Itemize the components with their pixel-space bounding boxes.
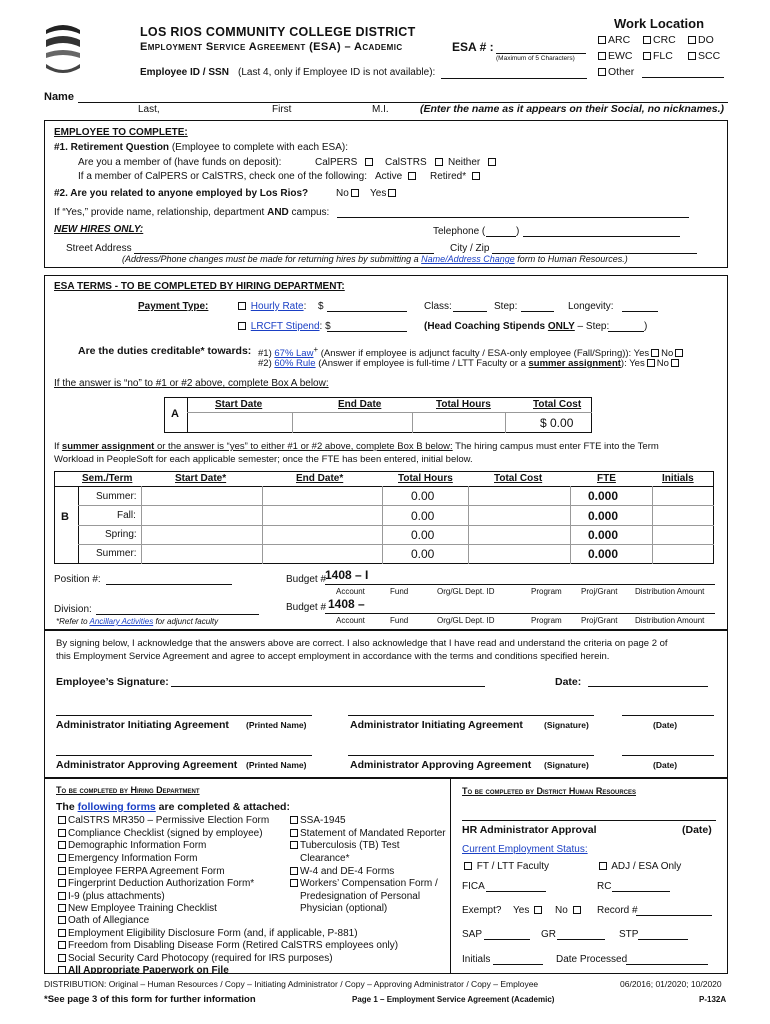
telephone-field[interactable]	[523, 236, 680, 237]
admin-init-name-field[interactable]	[56, 715, 312, 716]
admin-init-sig-label: Administrator Initiating Agreement	[350, 719, 523, 731]
checkbox-icon[interactable]	[435, 158, 443, 166]
form-label: Freedom from Disabling Disease Form (Retired CalSTRS employees only)	[68, 940, 399, 951]
law-number: #1)	[258, 348, 272, 360]
class-label: Class:	[424, 301, 452, 312]
box-b-hours-summer[interactable]: 0.00	[411, 489, 435, 503]
hourly-dollar: $	[318, 301, 324, 312]
box-b-fte-summer[interactable]: 0.000	[588, 489, 619, 503]
date-label: (Date)	[653, 760, 678, 770]
67-percent-law-link[interactable]: 67% Law	[274, 348, 314, 360]
form-all-paperwork[interactable]	[56, 965, 229, 974]
checkbox-icon[interactable]	[598, 52, 606, 60]
and-label: AND	[267, 207, 289, 218]
form-label: Oath of Allegiance	[68, 915, 150, 926]
hiring-title: To be completed by Hiring Department	[56, 785, 200, 795]
ft-label: FT / LTT Faculty	[476, 861, 550, 872]
form-fingerprint[interactable]	[56, 878, 254, 890]
location-do[interactable]	[686, 34, 714, 47]
sub-program: Program	[531, 616, 562, 625]
form-label: Social Security Card Photocopy (required for IRS purposes)	[68, 953, 333, 964]
checkbox-icon[interactable]	[290, 816, 298, 824]
form-demographic[interactable]	[56, 840, 206, 852]
employee-id-label: Employee ID / SSN	[140, 67, 229, 78]
distribution-text: DISTRIBUTION: Original – Human Resources / Copy – Initiating Administrator / Copy – Approving Administrator / Copy – Employee	[44, 979, 539, 989]
budget-code-1[interactable]: 1408 – I	[325, 568, 369, 582]
location-label: DO	[698, 34, 714, 46]
form-label: Employment Eligibility Disclosure Form (and, if applicable, P-881)	[68, 928, 358, 939]
step-label: Step:	[494, 301, 518, 312]
active-option[interactable]	[375, 171, 418, 183]
box-b-note-c: The hiring campus must enter FTE into the Term	[455, 441, 659, 452]
form-label: Compliance Checklist (signed by employee)	[68, 828, 263, 839]
no-label: No	[656, 358, 669, 369]
address-note-end: form to Human Resources.)	[514, 254, 628, 264]
box-a-note: If the answer is “no” to #1 or #2 above, complete Box A below:	[54, 378, 329, 389]
box-b-term-summer: Summer:	[96, 491, 137, 502]
esa-number-hint: (Maximum of 5 Characters)	[496, 55, 575, 62]
lrcft-stipend-field[interactable]	[327, 331, 407, 332]
active-label: Active	[375, 171, 403, 182]
hourly-rate-link[interactable]: Hourly Rate	[250, 301, 304, 312]
location-label: EWC	[608, 50, 633, 62]
checkbox-icon[interactable]	[58, 966, 66, 974]
member-status-question: If a member of CalPERS or CalSTRS, check one of the following:	[78, 171, 368, 182]
box-b-note-d: Workload in PeopleSoft for each applicable semester; once the FTE has been entered, initial below.	[54, 454, 473, 465]
hr-approval-field[interactable]	[462, 820, 716, 821]
checkbox-icon[interactable]	[671, 359, 679, 367]
budget-code-2[interactable]: 1408 –	[328, 597, 365, 611]
sub-proj: Proj/Grant	[581, 616, 618, 625]
form-label: Tuberculosis (TB) Test	[300, 840, 400, 851]
org-name: LOS RIOS COMMUNITY COLLEGE DISTRICT	[140, 25, 416, 39]
sub-fund: Fund	[390, 587, 409, 596]
lrcft-stipend-link[interactable]: LRCFT Stipend	[250, 321, 320, 332]
budget-label-1: Budget #	[286, 574, 327, 585]
checkbox-icon[interactable]	[408, 172, 416, 180]
checkbox-icon[interactable]	[58, 941, 66, 949]
box-b-term-fall: Fall:	[117, 510, 136, 521]
adj-esa-option[interactable]	[597, 861, 681, 873]
telephone-label: Telephone (	[433, 226, 486, 237]
signature-label: (Signature)	[544, 760, 589, 770]
name-label: Name	[44, 91, 74, 103]
checkbox-icon[interactable]	[290, 841, 298, 849]
yes-label: Yes	[513, 905, 530, 916]
admin-appr-name-field[interactable]	[56, 755, 312, 756]
calstrs-label: CalSTRS	[385, 157, 427, 168]
sub-distribution: Distribution Amount	[635, 587, 705, 596]
box-b-hours-summer2[interactable]: 0.00	[411, 547, 435, 561]
name-note: (Enter the name as it appears on their Social, no nicknames.)	[420, 103, 725, 115]
gr-field[interactable]	[557, 939, 605, 940]
checkbox-icon[interactable]	[58, 904, 66, 912]
box-b-note-b: or the answer is “yes” to either #1 or #2 above, complete Box B below:	[154, 441, 453, 452]
checkbox-icon[interactable]	[598, 68, 606, 76]
form-label: W-4 and DE-4 Forms	[300, 866, 395, 877]
no-label: No	[661, 348, 674, 360]
form-label: Demographic Information Form	[68, 840, 207, 851]
dollar: : $	[319, 321, 331, 332]
no-label: No	[555, 905, 568, 916]
form-ferpa[interactable]	[56, 866, 225, 878]
hourly-rate-option[interactable]	[236, 301, 306, 313]
sub-org: Org/GL Dept. ID	[437, 587, 495, 596]
form-emergency[interactable]	[56, 853, 198, 865]
form-w4[interactable]	[288, 866, 394, 878]
division-label: Division:	[54, 604, 92, 615]
box-b-col-initials: Initials	[662, 473, 694, 484]
box-b-term-spring: Spring:	[105, 529, 137, 540]
work-location-title: Work Location	[614, 16, 705, 31]
form-predesignation: Predesignation of Personal	[300, 891, 421, 902]
class-field[interactable]	[453, 311, 487, 312]
form-label: Emergency Information Form	[68, 853, 198, 864]
esa-terms-title: ESA TERMS - TO BE COMPLETED BY HIRING DEPARTMENT:	[54, 281, 345, 292]
sub-distribution: Distribution Amount	[635, 616, 705, 625]
form-label: Employee FERPA Agreement Form	[68, 866, 225, 877]
checkbox-icon[interactable]	[472, 172, 480, 180]
employee-signature-field[interactable]	[171, 686, 485, 687]
location-flc[interactable]	[641, 50, 673, 63]
forms-label: The	[56, 801, 78, 813]
following-forms-link[interactable]: following forms	[77, 801, 156, 813]
related-yes[interactable]	[370, 188, 398, 200]
admin-init-label: Administrator Initiating Agreement	[56, 719, 229, 731]
revision-dates: 06/2016; 01/2020; 10/2020	[620, 979, 722, 989]
location-arc[interactable]	[596, 34, 630, 47]
acknowledge-line-1: By signing below, I acknowledge that the answers above are correct. I also acknowledge that I have read and understand the criteria on page 2 of	[56, 638, 668, 649]
city-zip-label: City / Zip	[450, 243, 490, 254]
box-b-col-end: End Date*	[296, 473, 344, 484]
name-address-change-link[interactable]: Name/Address Change	[421, 254, 515, 264]
box-b-summer: summer assignment	[61, 441, 155, 452]
box-b-fte-fall[interactable]: 0.000	[588, 509, 619, 523]
location-other-field[interactable]	[642, 77, 724, 78]
checkbox-icon[interactable]	[238, 322, 246, 330]
form-physician: Physician (optional)	[300, 903, 388, 914]
form-tb[interactable]	[288, 840, 399, 852]
checkbox-icon[interactable]	[534, 906, 542, 914]
retirement-question: #1. Retirement Question	[54, 142, 170, 153]
box-b-hours-fall[interactable]: 0.00	[411, 509, 435, 523]
form-training[interactable]	[56, 903, 217, 915]
box-a-label: A	[171, 408, 179, 420]
sub-account: Account	[336, 587, 365, 596]
form-label: CalSTRS MR350 – Permissive Election Form	[68, 815, 270, 826]
sap-field[interactable]	[484, 939, 530, 940]
checkbox-icon[interactable]	[351, 189, 359, 197]
printed-name-label: (Printed Name)	[246, 760, 307, 770]
signature-label: (Signature)	[544, 720, 589, 730]
employee-id-hint: (Last 4, only if Employee ID is not available):	[238, 67, 436, 78]
box-b-term-summer2: Summer:	[96, 548, 137, 559]
form-label: Fingerprint Deduction Authorization Form*	[68, 878, 255, 889]
budget-line-1[interactable]	[325, 584, 715, 585]
checkbox-icon[interactable]	[58, 816, 66, 824]
admin-appr-sig-label: Administrator Approving Agreement	[350, 759, 532, 771]
rule-text: (Answer if employee is full-time / LTT Faculty or a	[318, 358, 526, 369]
date-label: (Date)	[653, 720, 678, 730]
rc-label: RC	[597, 881, 612, 892]
summer-assignment: summer assignment	[528, 358, 621, 369]
form-label: Workers’ Compensation Form /	[300, 878, 438, 889]
employee-date-label: Date:	[555, 676, 582, 688]
acknowledge-line-2: this Employment Service Agreement and agree to accept employment in accordance with the terms and conditions specified herein.	[56, 651, 610, 662]
esa-terms-section	[44, 275, 728, 630]
employee-id-field[interactable]	[441, 78, 587, 79]
checkbox-icon[interactable]	[647, 359, 655, 367]
initials-field[interactable]	[493, 964, 543, 965]
employment-status-link[interactable]: Current Employment Status:	[462, 844, 588, 855]
see-page-note: *See page 3 of this form for further information	[44, 994, 256, 1005]
checkbox-icon[interactable]	[58, 867, 66, 875]
checkbox-icon[interactable]	[58, 829, 66, 837]
sub-account: Account	[336, 616, 365, 625]
related-details-field[interactable]	[337, 217, 689, 218]
form-eligibility[interactable]	[56, 928, 358, 940]
sub-program: Program	[531, 587, 562, 596]
coaching-label: (Head Coaching Stipends	[424, 321, 548, 332]
date-processed-field[interactable]	[626, 964, 708, 965]
checkbox-icon[interactable]	[290, 879, 298, 887]
sub-proj: Proj/Grant	[581, 587, 618, 596]
box-b-fte-summer2[interactable]: 0.000	[588, 547, 619, 561]
box-a-total-cost-value[interactable]: $ 0.00	[540, 416, 574, 430]
step-field[interactable]	[521, 311, 554, 312]
employee-date-field[interactable]	[588, 686, 708, 687]
rule-number: #2)	[258, 358, 272, 369]
neither-label: Neither	[448, 157, 481, 168]
checkbox-icon[interactable]	[365, 158, 373, 166]
location-scc[interactable]	[686, 50, 720, 63]
fica-field[interactable]	[486, 891, 546, 892]
checkbox-icon[interactable]	[675, 349, 683, 357]
checkbox-icon[interactable]	[238, 302, 246, 310]
division-field[interactable]	[96, 614, 259, 615]
printed-name-label: (Printed Name)	[246, 720, 307, 730]
colon: :	[303, 301, 307, 312]
sub-fund: Fund	[390, 616, 409, 625]
ancillary-activities-link[interactable]: Ancillary Activities	[89, 617, 154, 626]
checkbox-icon[interactable]	[643, 52, 651, 60]
employee-signature-label: Employee’s Signature:	[56, 676, 169, 688]
form-label: New Employee Training Checklist	[68, 903, 217, 914]
exempt-yes[interactable]	[513, 905, 544, 917]
yes-label: Yes	[370, 188, 387, 199]
location-other[interactable]	[596, 66, 634, 79]
form-mandated[interactable]	[288, 828, 446, 840]
checkbox-icon[interactable]	[58, 879, 66, 887]
box-b-col-term: Sem./Term	[82, 473, 133, 484]
form-i9[interactable]	[56, 891, 165, 903]
page-label: Page 1 – Employment Service Agreement (Academic)	[352, 995, 555, 1004]
retired-label: Retired*	[430, 171, 467, 182]
name-mi-label: M.I.	[372, 104, 389, 115]
paren-close: )	[516, 226, 520, 237]
rule-end: ): Yes	[620, 358, 645, 369]
hr-date-label: (Date)	[682, 824, 712, 836]
box-a-end-date: End Date	[338, 399, 382, 410]
retired-option[interactable]	[430, 171, 482, 183]
initials-label: Initials	[462, 954, 491, 965]
form-label: Statement of Mandated Reporter	[300, 828, 446, 839]
checkbox-icon[interactable]	[388, 189, 396, 197]
box-a-total-cost: Total Cost	[533, 399, 582, 410]
esa-number-label: ESA # :	[452, 40, 494, 54]
coaching-step-field[interactable]	[608, 331, 644, 332]
box-b-col-start: Start Date*	[175, 473, 227, 484]
admin-appr-sig-field[interactable]	[348, 755, 594, 756]
position-label: Position #:	[54, 574, 101, 585]
location-label: ARC	[608, 34, 631, 46]
checkbox-icon[interactable]	[58, 929, 66, 937]
record-field[interactable]	[636, 915, 712, 916]
rc-field[interactable]	[612, 891, 670, 892]
sub-org: Org/GL Dept. ID	[437, 616, 495, 625]
60-percent-rule-link[interactable]: 60% Rule	[274, 358, 316, 369]
checkbox-icon[interactable]	[688, 52, 696, 60]
checkbox-icon[interactable]	[290, 867, 298, 875]
admin-init-sig-field[interactable]	[348, 715, 594, 716]
stp-label: STP	[619, 929, 639, 940]
checkbox-icon[interactable]	[58, 916, 66, 924]
form-ssa[interactable]	[288, 815, 346, 827]
hr-approval-label: HR Administrator Approval	[462, 824, 597, 836]
no-label: No	[336, 188, 349, 199]
budget-label-2: Budget #	[286, 602, 327, 613]
forms-label-end: are completed & attached:	[155, 801, 290, 813]
position-field[interactable]	[106, 584, 232, 585]
refer-note-end: for adjunct faculty	[153, 617, 219, 626]
box-b-col-fte: FTE	[597, 473, 616, 484]
new-hires-label: NEW HIRES ONLY:	[54, 224, 144, 235]
box-b-hours-spring[interactable]: 0.00	[411, 528, 435, 542]
box-b-label: B	[61, 511, 69, 523]
location-crc[interactable]	[641, 34, 676, 47]
name-first-label: First	[272, 104, 292, 115]
if-yes-label: If “Yes,” provide name, relationship, department	[54, 207, 265, 218]
coaching-only: ONLY	[547, 321, 575, 332]
box-b-col-cost: Total Cost	[494, 473, 543, 484]
sap-label: SAP	[462, 929, 483, 940]
box-b-fte-spring[interactable]: 0.000	[588, 528, 619, 542]
form-calstrs[interactable]	[56, 815, 269, 827]
checkbox-icon[interactable]	[573, 906, 581, 914]
exempt-no[interactable]	[555, 905, 583, 917]
lrcft-option[interactable]	[236, 321, 331, 333]
longevity-field[interactable]	[622, 311, 658, 312]
budget-line-2[interactable]	[325, 613, 715, 614]
address-note: (Address/Phone changes must be made for returning hires by submitting a	[122, 254, 422, 264]
location-ewc[interactable]	[596, 50, 633, 63]
law-text: (Answer if employee is adjunct faculty / ESA-only employee (Fall/Spring)): Yes	[320, 348, 650, 360]
checkbox-icon[interactable]	[58, 854, 66, 862]
checkbox-icon[interactable]	[488, 158, 496, 166]
employee-section-title: EMPLOYEE TO COMPLETE:	[54, 127, 188, 138]
related-no[interactable]	[336, 188, 361, 200]
form-oath[interactable]	[56, 915, 149, 927]
refer-note: *Refer to	[56, 617, 90, 626]
form-label: SSA-1945	[300, 815, 346, 826]
calstrs-option[interactable]	[385, 157, 445, 169]
location-label: FLC	[653, 50, 673, 62]
location-label: Other	[608, 66, 635, 78]
box-a-total-hours: Total Hours	[436, 399, 491, 410]
box-b-note: If	[54, 441, 62, 452]
form-disease[interactable]	[56, 940, 398, 952]
form-number: P-132A	[699, 995, 727, 1004]
neither-option[interactable]	[448, 157, 498, 169]
checkbox-icon[interactable]	[598, 36, 606, 44]
creditable-label: Are the duties creditable* towards:	[78, 345, 252, 357]
box-b-col-hours: Total Hours	[398, 473, 453, 484]
admin-appr-date-field[interactable]	[622, 755, 714, 756]
checkbox-icon[interactable]	[643, 36, 651, 44]
esa-number-field[interactable]	[496, 53, 586, 54]
location-label: CRC	[653, 34, 676, 46]
checkbox-icon[interactable]	[58, 841, 66, 849]
form-compliance[interactable]	[56, 828, 263, 840]
adj-label: ADJ / ESA Only	[611, 861, 682, 872]
stp-field[interactable]	[638, 939, 688, 940]
form-social[interactable]	[56, 953, 333, 965]
related-question: #2. Are you related to anyone employed by Los Rios?	[54, 188, 309, 199]
member-question: Are you a member of (have funds on deposit):	[78, 157, 282, 168]
payment-type-label: Payment Type:	[138, 301, 209, 312]
record-label: Record #	[597, 905, 638, 916]
coaching-step: – Step:	[574, 321, 610, 332]
fica-label: FICA	[462, 881, 485, 892]
form-title: Employment Service Agreement (ESA) – Academic	[140, 41, 403, 53]
checkbox-icon[interactable]	[688, 36, 696, 44]
form-label: All Appropriate Paperwork on File	[68, 965, 229, 974]
checkbox-icon[interactable]	[58, 954, 66, 962]
law-superscript: +	[313, 345, 319, 354]
checkbox-icon[interactable]	[290, 829, 298, 837]
calpers-option[interactable]	[315, 157, 375, 169]
box-a-start-date: Start Date	[215, 399, 263, 410]
form-workers-comp[interactable]	[288, 878, 438, 890]
exempt-label: Exempt?	[462, 905, 502, 916]
ft-ltt-option[interactable]	[462, 861, 549, 873]
campus-label: campus:	[291, 207, 330, 218]
location-label: SCC	[698, 50, 721, 62]
hourly-rate-field[interactable]	[327, 311, 407, 312]
date-processed-label: Date Processed	[556, 954, 628, 965]
checkbox-icon[interactable]	[599, 862, 607, 870]
checkbox-icon[interactable]	[651, 349, 659, 357]
paren-close: )	[644, 321, 648, 332]
admin-appr-label: Administrator Approving Agreement	[56, 759, 238, 771]
calpers-label: CalPERS	[315, 157, 358, 168]
district-logo	[42, 20, 84, 78]
form-tb-clearance: Clearance*	[300, 853, 350, 864]
checkbox-icon[interactable]	[464, 862, 472, 870]
street-label: Street Address	[66, 243, 132, 254]
checkbox-icon[interactable]	[58, 892, 66, 900]
hr-title: To be completed by District Human Resources	[462, 786, 637, 796]
name-last-label: Last,	[138, 104, 160, 115]
form-label: I-9 (plus attachments)	[68, 891, 165, 902]
retirement-note: (Employee to complete with each ESA):	[171, 142, 349, 153]
admin-init-date-field[interactable]	[622, 715, 714, 716]
longevity-label: Longevity:	[568, 301, 614, 312]
gr-label: GR	[541, 929, 556, 940]
area-code-field[interactable]	[486, 236, 516, 237]
